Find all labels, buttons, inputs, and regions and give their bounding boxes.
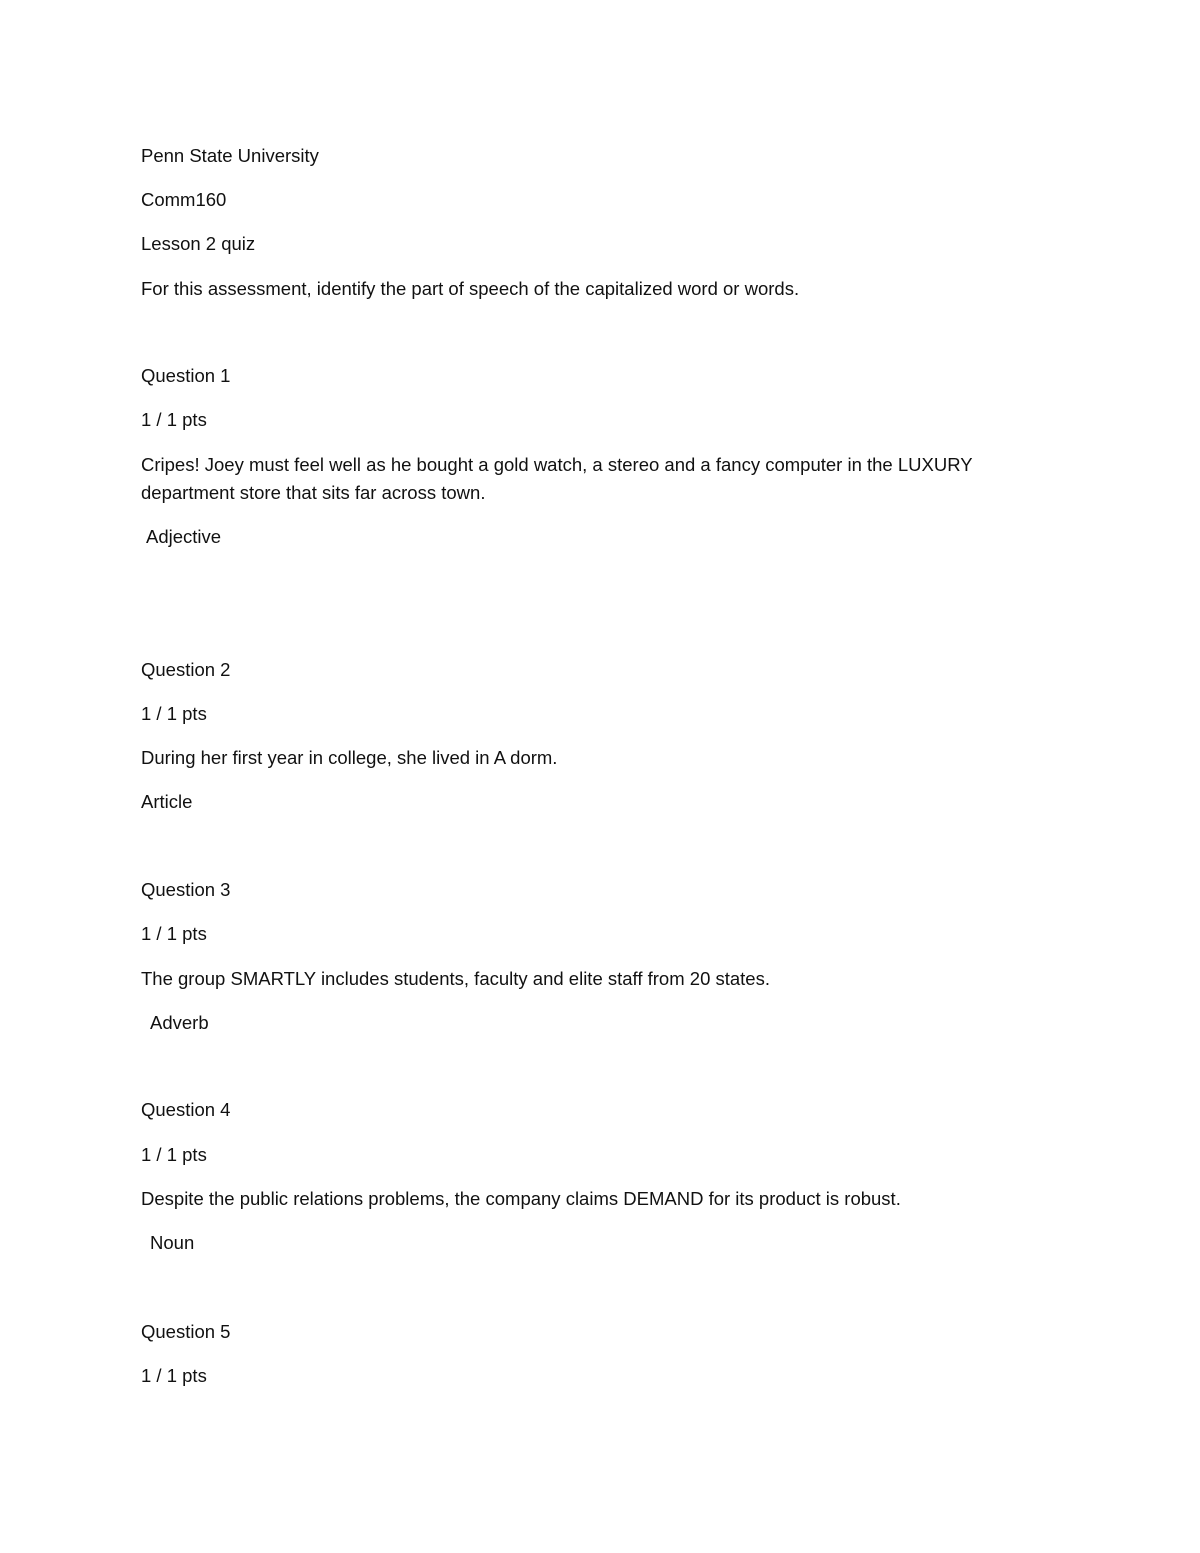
quiz-title: Lesson 2 quiz: [141, 233, 256, 254]
course-code: Comm160: [141, 189, 227, 210]
question-1-answer: Adjective: [146, 526, 222, 547]
question-5-label: Question 5: [141, 1321, 231, 1342]
question-1-label: Question 1: [141, 365, 231, 386]
question-4-score: 1 / 1 pts: [141, 1144, 207, 1165]
question-1-prompt: Cripes! Joey must feel well as he bought a gold watch, a stereo and a fancy computer in the LUXURY department store that sits far across town.: [141, 454, 973, 503]
quiz-instructions: For this assessment, identify the part of speech of the capitalized word or words.: [141, 278, 800, 299]
question-2-label: Question 2: [141, 659, 231, 680]
question-3-label: Question 3: [141, 879, 231, 900]
question-1-score: 1 / 1 pts: [141, 409, 207, 430]
question-3-answer: Adverb: [150, 1012, 209, 1033]
question-2-answer: Article: [141, 791, 193, 812]
question-4-answer: Noun: [150, 1232, 195, 1253]
question-5-score: 1 / 1 pts: [141, 1365, 207, 1386]
university-name: Penn State University: [141, 145, 319, 166]
question-4-prompt: Despite the public relations problems, the company claims DEMAND for its product is robust.: [141, 1188, 901, 1209]
question-3-prompt: The group SMARTLY includes students, faculty and elite staff from 20 states.: [141, 968, 770, 989]
question-2-prompt: During her first year in college, she lived in A dorm.: [141, 747, 558, 768]
question-3-score: 1 / 1 pts: [141, 923, 207, 944]
question-2-score: 1 / 1 pts: [141, 703, 207, 724]
question-4-label: Question 4: [141, 1099, 231, 1120]
